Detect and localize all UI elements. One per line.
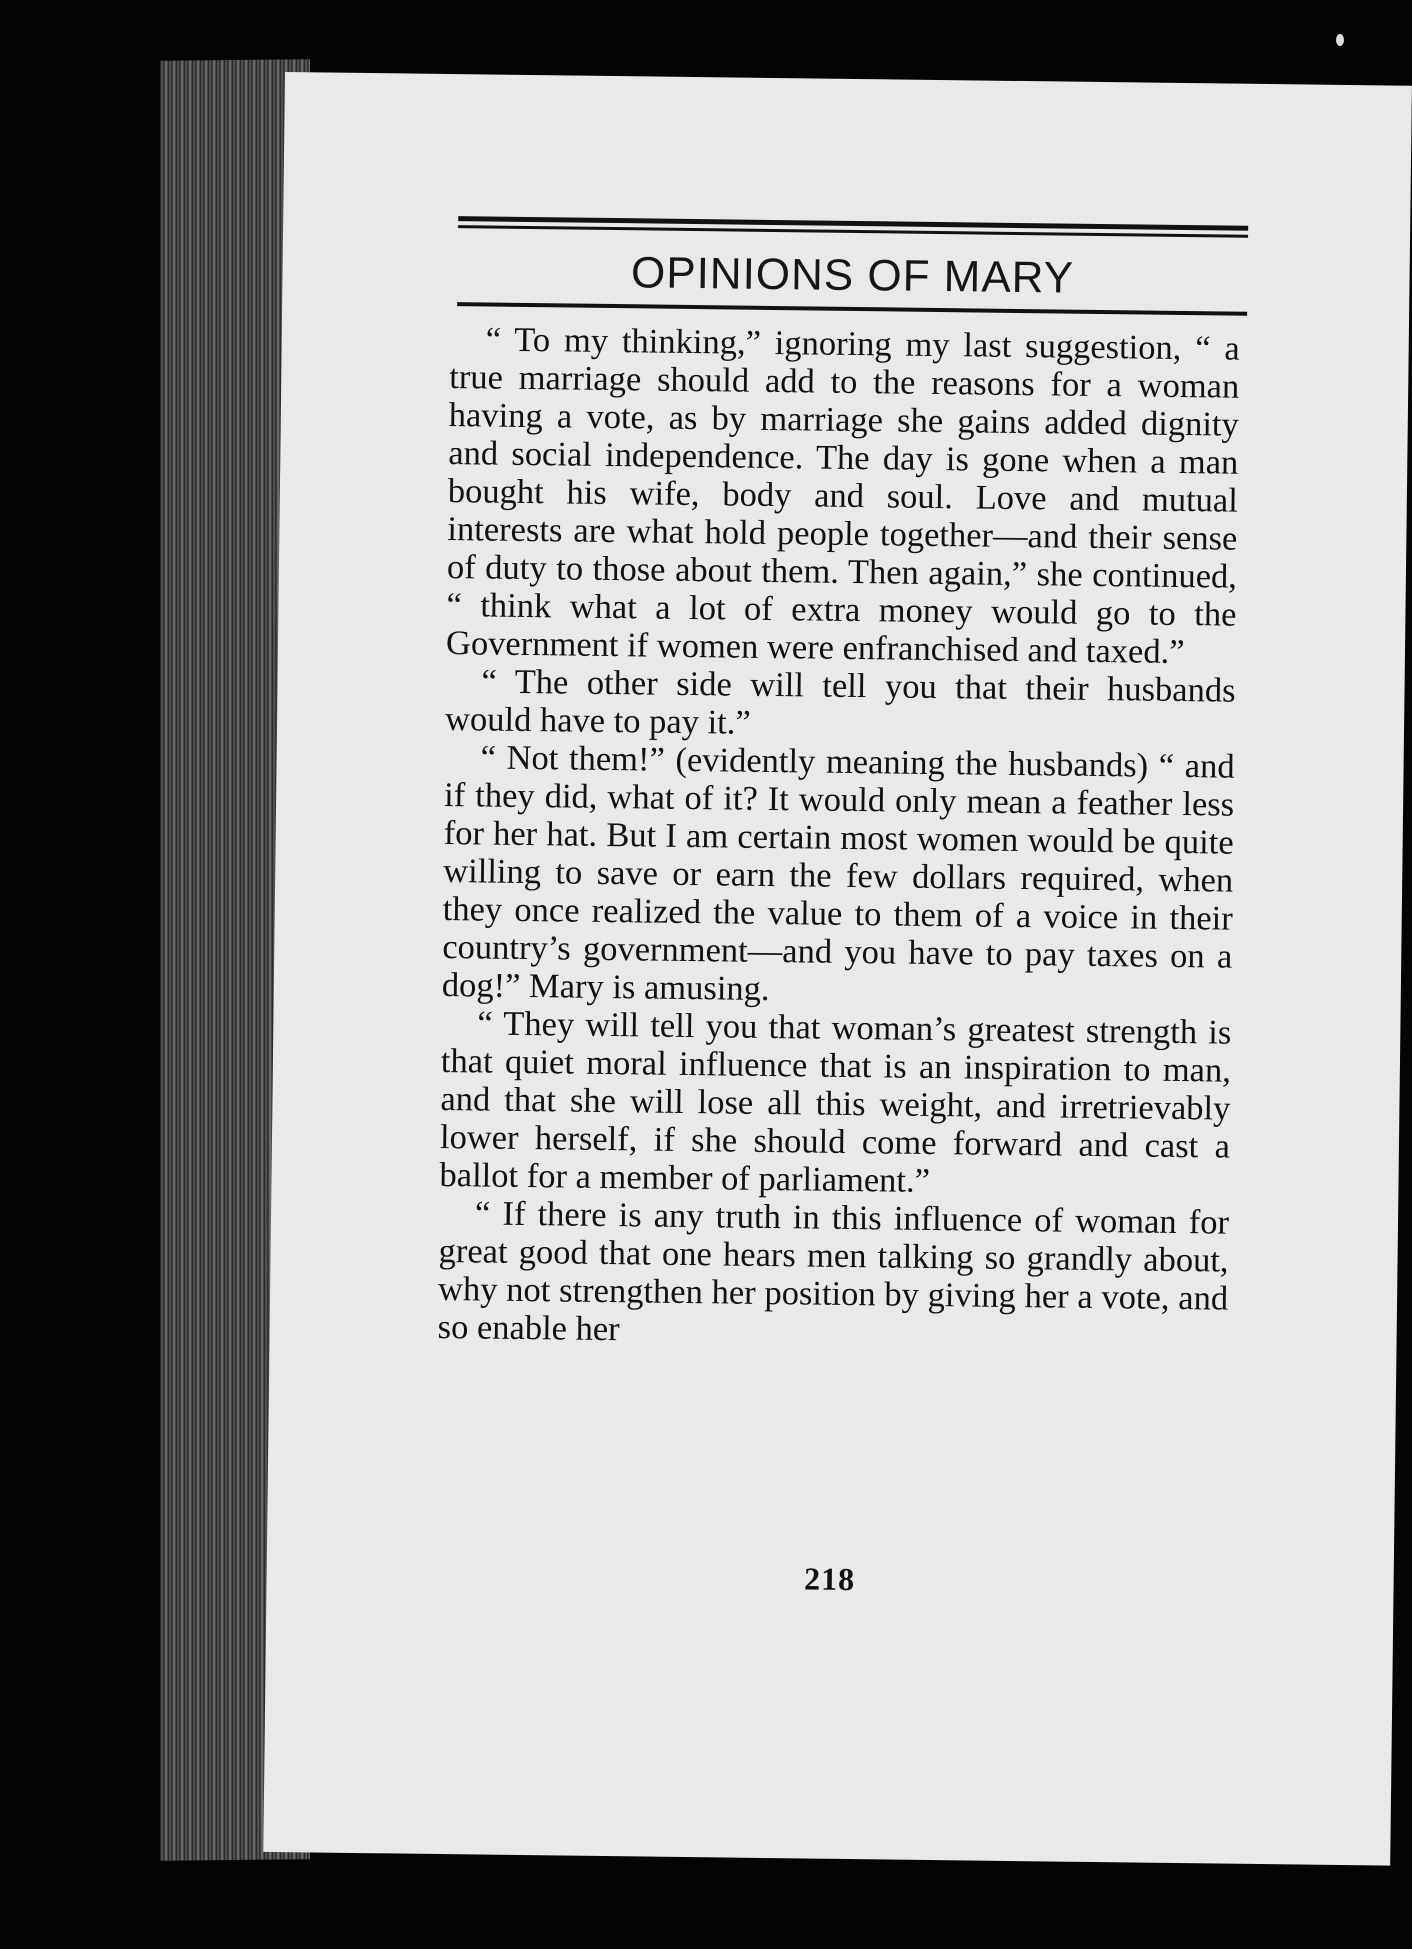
paragraph: “ The other side will tell you that their husbands would have to pay it.”: [444, 662, 1236, 742]
paragraph: “ They will tell you that woman’s greatest strength is that quiet moral influence that is an inspiration to man, and that she will lose all this weight, and irretrievably lower herself, if she should come forward and cast a ballot for a member of parliament.”: [439, 1004, 1232, 1200]
paragraph: “ Not them!” (evidently meaning the husbands) “ and if they did, what of it? It would only mean a feather less for her hat. But I am certain most women would be quite willing to save or earn the few dollars required, when they once realized the value to them of a voice in their country’s government—and you have to pay taxes on a dog!” Mary is amusing.: [441, 738, 1235, 1008]
page-content: [263, 72, 1412, 1866]
page-number: 218: [803, 1560, 856, 1598]
page-header: [457, 216, 1248, 316]
paragraph: “ To my thinking,” ignoring my last suggestion, “ a true marriage should add to the reasons for a woman having a vote, as by marriage she gains added dignity and social independence. The day is gone when a man bought his wife, body and soul. Love and mutual interests are what hold people together—and their sense of duty to those about them. Then again,” she continued, “ think what a lot of extra money would go to the Government if women were enfranchised and taxed.”: [445, 320, 1240, 672]
paragraph: “ If there is any truth in this influence of woman for great good that one hears men talking so grandly about, why not strengthen her position by giving her a vote, and so enable her: [437, 1194, 1230, 1349]
scan-speck: [1336, 34, 1344, 46]
body-text: [437, 320, 1240, 1598]
running-head: OPINIONS OF MARY: [630, 248, 1075, 303]
